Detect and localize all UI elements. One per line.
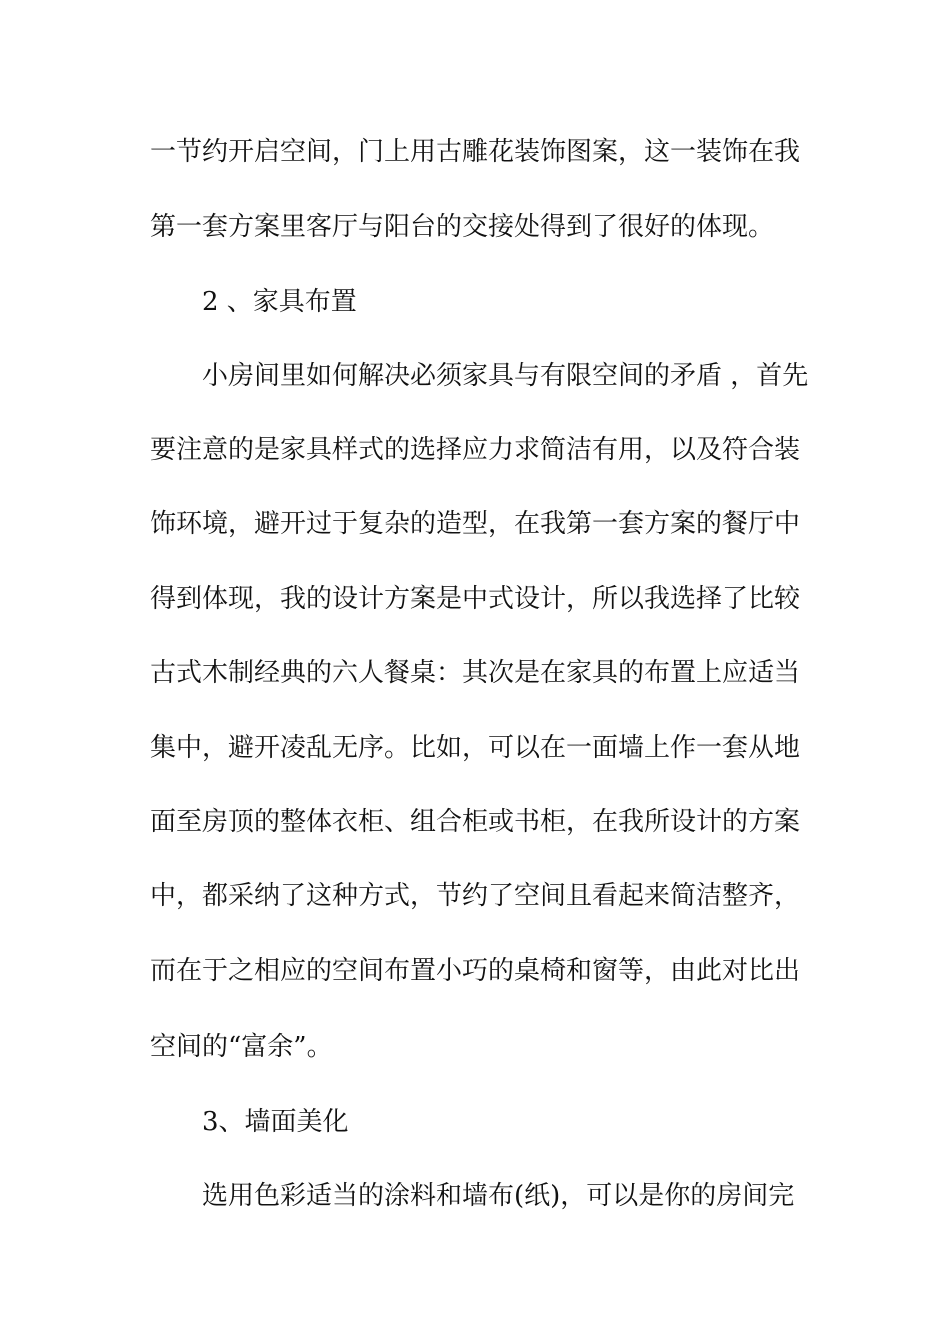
text-line-9: 集中，避开凌乱无序。比如，可以在一面墙上作一套从地 <box>150 733 801 763</box>
text-line-6: 饰环境，避开过于复杂的造型，在我第一套方案的餐厅中 <box>150 509 801 539</box>
text-line-4: 小房间里如何解决必须家具与有限空间的矛盾 ，首先 <box>202 361 809 391</box>
section-heading-furniture: 2 、家具布置 <box>202 287 357 317</box>
text-line-5: 要注意的是家具样式的选择应力求简洁有用，以及符合装 <box>150 435 801 465</box>
text-line-10: 面至房顶的整体衣柜、组合柜或书柜，在我所设计的方案 <box>150 807 801 837</box>
text-line-12: 而在于之相应的空间布置小巧的桌椅和窗等，由此对比出 <box>150 956 801 986</box>
text-line-2: 第一套方案里客厅与阳台的交接处得到了很好的体现。 <box>150 212 775 242</box>
text-line-1: 一节约开启空间，门上用古雕花装饰图案，这一装饰在我 <box>150 137 801 167</box>
text-line-8: 古式木制经典的六人餐桌：其次是在家具的布置上应适当 <box>150 658 801 688</box>
section-heading-wall: 3、墙面美化 <box>202 1107 349 1137</box>
text-line-11: 中，都采纳了这种方式，节约了空间且看起来简洁整齐， <box>150 881 801 911</box>
text-line-13: 空间的“富余”。 <box>150 1032 333 1062</box>
text-line-15: 选用色彩适当的涂料和墙布(纸)，可以是你的房间完 <box>202 1181 795 1211</box>
text-line-7: 得到体现，我的设计方案是中式设计，所以我选择了比较 <box>150 584 801 614</box>
